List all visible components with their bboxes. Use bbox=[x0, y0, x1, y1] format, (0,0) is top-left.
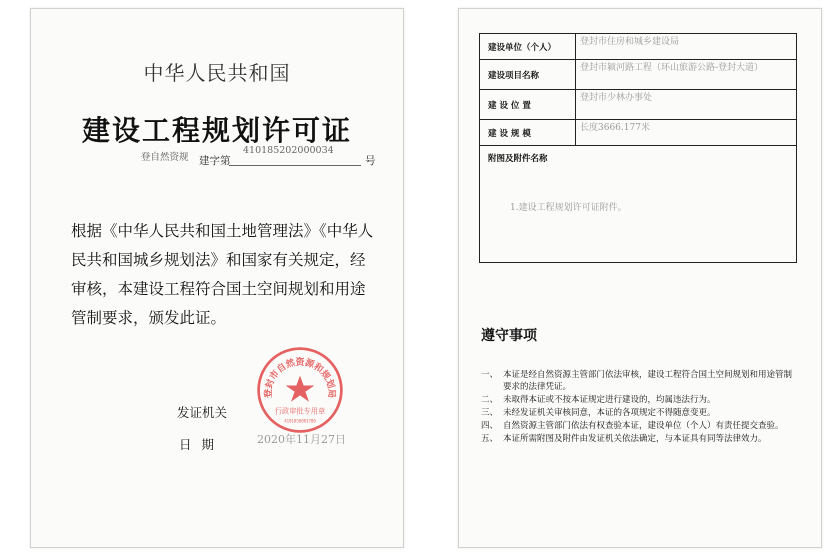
project-info-table bbox=[479, 33, 797, 263]
permit-details-page bbox=[458, 8, 822, 548]
cert-number-underline bbox=[229, 165, 361, 166]
notice-number: 三、 bbox=[481, 408, 499, 418]
cert-number: 410185202000034 bbox=[243, 145, 334, 156]
list-item bbox=[481, 369, 799, 393]
table-row bbox=[480, 90, 796, 120]
list-item bbox=[481, 433, 799, 445]
seal-code: 4101850003780 bbox=[284, 418, 316, 424]
attachments-row bbox=[480, 146, 796, 262]
official-seal-icon bbox=[255, 345, 345, 435]
seal-sub-text: 行政审批专用章 bbox=[274, 406, 326, 416]
notice-text: 自然资源主管部门依法有权查验本证，建设单位（个人）有责任提交查验。 bbox=[503, 421, 784, 431]
table-row bbox=[480, 34, 796, 60]
notice-number: 二、 bbox=[481, 395, 499, 405]
nation-name: 中华人民共和国 bbox=[143, 61, 291, 85]
cert-prefix: 登自然资规 bbox=[141, 152, 189, 163]
notice-text: 本证所需附图及附件由发证机关依法确定，与本证具有同等法律效力。 bbox=[503, 434, 767, 444]
attachment-item: 1.建设工程规划许可证附件。 bbox=[510, 203, 627, 213]
notice-number: 四、 bbox=[481, 421, 499, 431]
row-label: 建设项目名称 bbox=[480, 60, 576, 89]
table-row bbox=[480, 60, 796, 90]
row-value: 长度3666.177米 bbox=[580, 123, 650, 133]
row-value: 登封市颍河路工程（环山旅游公路-登封大道） bbox=[580, 63, 764, 73]
notice-text: 本证是经自然资源主管部门依法审核，建设工程符合国土空间规划和用途管制要求的法律凭证。 bbox=[503, 370, 793, 392]
notice-number: 五、 bbox=[481, 434, 499, 444]
attachments-label: 附图及附件名称 bbox=[488, 154, 548, 164]
issuer-label: 发证机关 bbox=[177, 405, 228, 420]
row-value: 登封市住房和城乡建设局 bbox=[580, 37, 680, 47]
notice-title: 遵守事项 bbox=[481, 328, 537, 344]
permit-cover-page bbox=[30, 8, 404, 548]
list-item bbox=[481, 420, 799, 432]
seal-star-icon bbox=[286, 376, 315, 402]
table-row bbox=[480, 120, 796, 146]
issue-date: 2020年11月27日 bbox=[257, 433, 346, 446]
seal-text: 登封市自然资源和规划局 bbox=[264, 357, 336, 399]
date-label: 日期 bbox=[179, 437, 225, 452]
notice-list bbox=[481, 369, 799, 446]
permit-body-text: 根据《中华人民共和国土地管理法》《中华人民共和国城乡规划法》和国家有关规定，经审核，本建设工程符合国土空间规划和用途管制要求，颁发此证。 bbox=[71, 222, 374, 327]
cert-label: 建字第 bbox=[199, 155, 231, 167]
permit-title: 建设工程规划许可证 bbox=[81, 114, 352, 147]
row-label: 建 设 规 模 bbox=[480, 120, 576, 145]
list-item bbox=[481, 407, 799, 419]
notice-text: 未取得本证或不按本证规定进行建设的，均属违法行为。 bbox=[503, 395, 716, 405]
notice-number: 一、 bbox=[481, 370, 499, 380]
row-value: 登封市少林办事处 bbox=[580, 93, 653, 103]
cert-suffix: 号 bbox=[365, 155, 376, 167]
row-label: 建 设 位 置 bbox=[480, 90, 576, 119]
row-label: 建设单位（个人） bbox=[480, 34, 576, 59]
notice-text: 未经发证机关审核同意，本证的各项规定不得随意变更。 bbox=[503, 408, 716, 418]
list-item bbox=[481, 394, 799, 406]
